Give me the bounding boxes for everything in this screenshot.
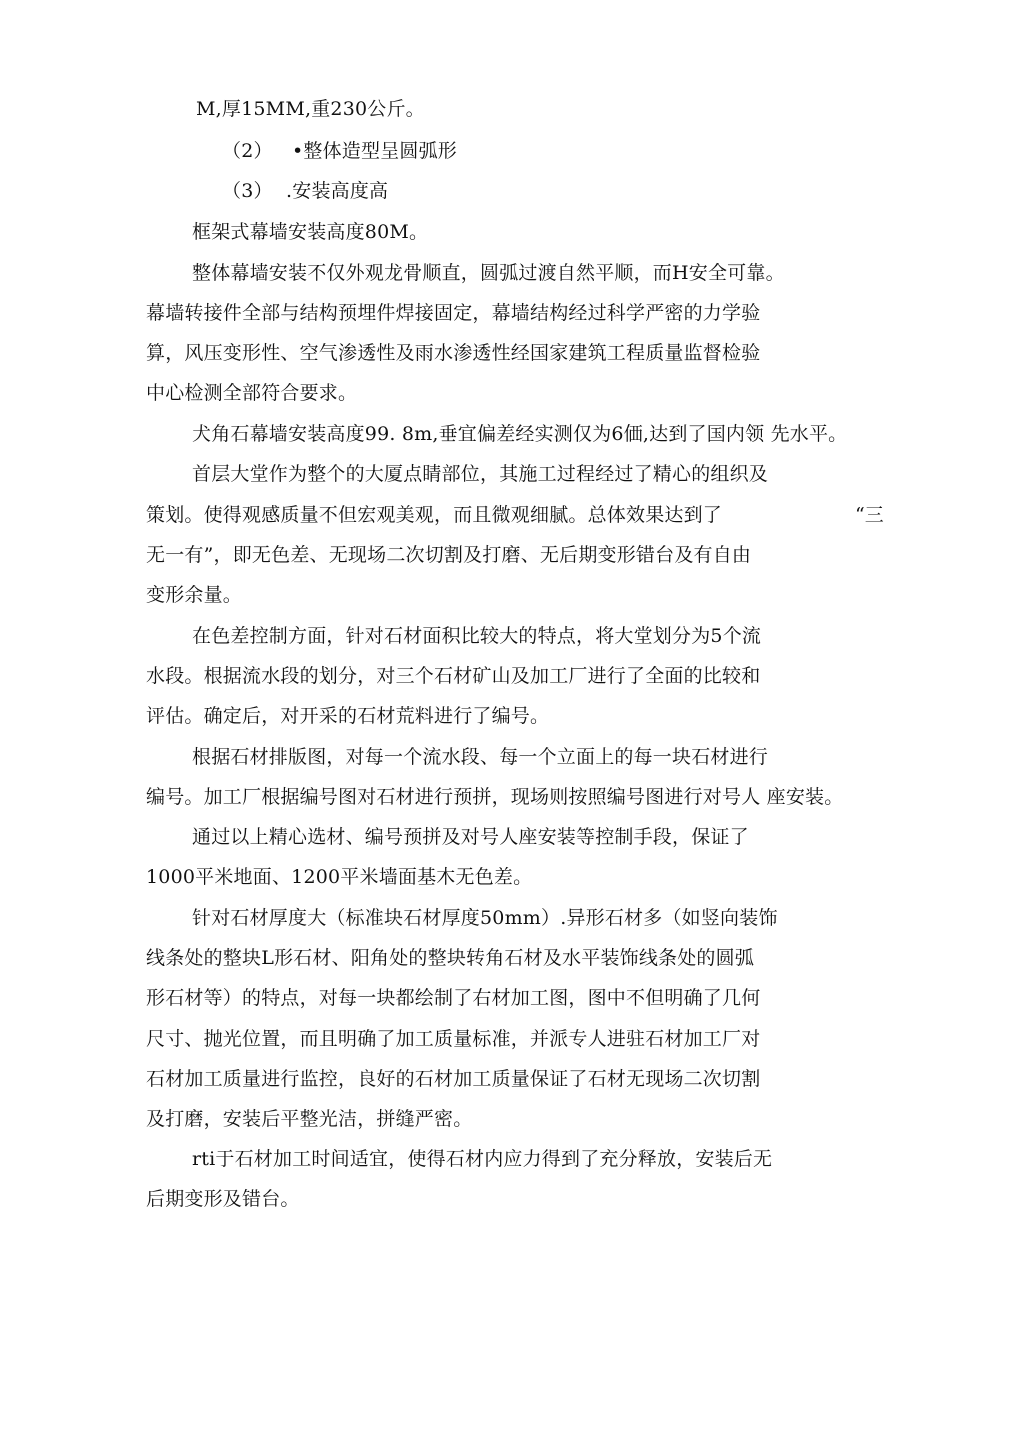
text-line: 形石材等）的特点，对每一块都绘制了右材加工图，图中不但明确了几何 xyxy=(146,987,761,1009)
text-line: 石材加工质量进行监控，良好的石材加工质量保证了石材无现场二次切割 xyxy=(146,1068,761,1090)
text-line: 框架式幕墙安装高度80M。 xyxy=(192,221,429,243)
text-line: M,厚15MM,重230公斤。 xyxy=(196,98,425,120)
text-line: 整体幕墙安装不仅外观龙骨顺直，圆弧过渡自然平顺，而H安全可靠。 xyxy=(192,262,785,284)
text-line: 1000平米地面、1200平米墙面基木无色差。 xyxy=(146,866,533,888)
text-line: 通过以上精心选材、编号预拼及对号人座安装等控制手段，保证了 xyxy=(192,826,749,848)
list-text: •整体造型呈圆弧形 xyxy=(292,140,458,162)
list-number: （3） xyxy=(222,180,273,202)
text-line: 幕墙转接件全部与结构预埋件焊接固定，幕墙结构经过科学严密的力学验 xyxy=(146,302,761,324)
list-text: .安装高度高 xyxy=(286,180,389,202)
text-fragment: “三 xyxy=(855,504,884,526)
text-line: 针对石材厚度大（标准块石材厚度50mm）.异形石材多（如竖向装饰 xyxy=(192,907,778,929)
text-line: 中心检测全部符合要求。 xyxy=(146,382,358,404)
text-line: 根据石材排版图，对每一个流水段、每一个立面上的每一块石材进行 xyxy=(192,746,769,768)
text-line: 无一有”，即无色差、无现场二次切割及打磨、无后期变形错台及有自由 xyxy=(146,544,752,566)
text-line: 后期变形及错台。 xyxy=(146,1188,300,1210)
text-line: rti于石材加工时间适宜，使得石材内应力得到了充分释放，安装后无 xyxy=(192,1148,773,1170)
text-line: 策划。使得观感质量不但宏观美观，而且微观细腻。总体效果达到了 xyxy=(146,504,723,526)
text-line: 首层大堂作为整个的大厦点睛部位，其施工过程经过了精心的组织及 xyxy=(192,463,769,485)
text-line: 算，风压变形性、空气渗透性及雨水渗透性经国家建筑工程质量监督检验 xyxy=(146,342,761,364)
text-line: 线条处的整块L形石材、阳角处的整块转角石材及水平装饰线条处的圆弧 xyxy=(146,947,755,969)
text-line: 及打磨，安装后平整光洁，拼缝严密。 xyxy=(146,1108,473,1130)
text-line: 尺寸、抛光位置，而且明确了加工质量标准，并派专人进驻石材加工厂对 xyxy=(146,1028,761,1050)
text-line: 犬角石幕墙安装高度99. 8m,垂宜偏差经实测仅为6価,达到了国内领 先水平。 xyxy=(192,423,848,445)
text-line: 评估。确定后，对开采的石材荒料进行了编号。 xyxy=(146,705,550,727)
list-number: （2） xyxy=(222,140,273,162)
text-line: 变形余量。 xyxy=(146,584,243,606)
text-line: 在色差控制方面，针对石材面积比较大的特点，将大堂划分为5个流 xyxy=(192,625,762,647)
text-line: 水段。根据流水段的划分，对三个石材矿山及加工厂进行了全面的比较和 xyxy=(146,665,761,687)
text-line: 编号。加工厂根据编号图对石材进行预拼，现场则按照编号图进行对号人 座安装。 xyxy=(146,786,844,808)
